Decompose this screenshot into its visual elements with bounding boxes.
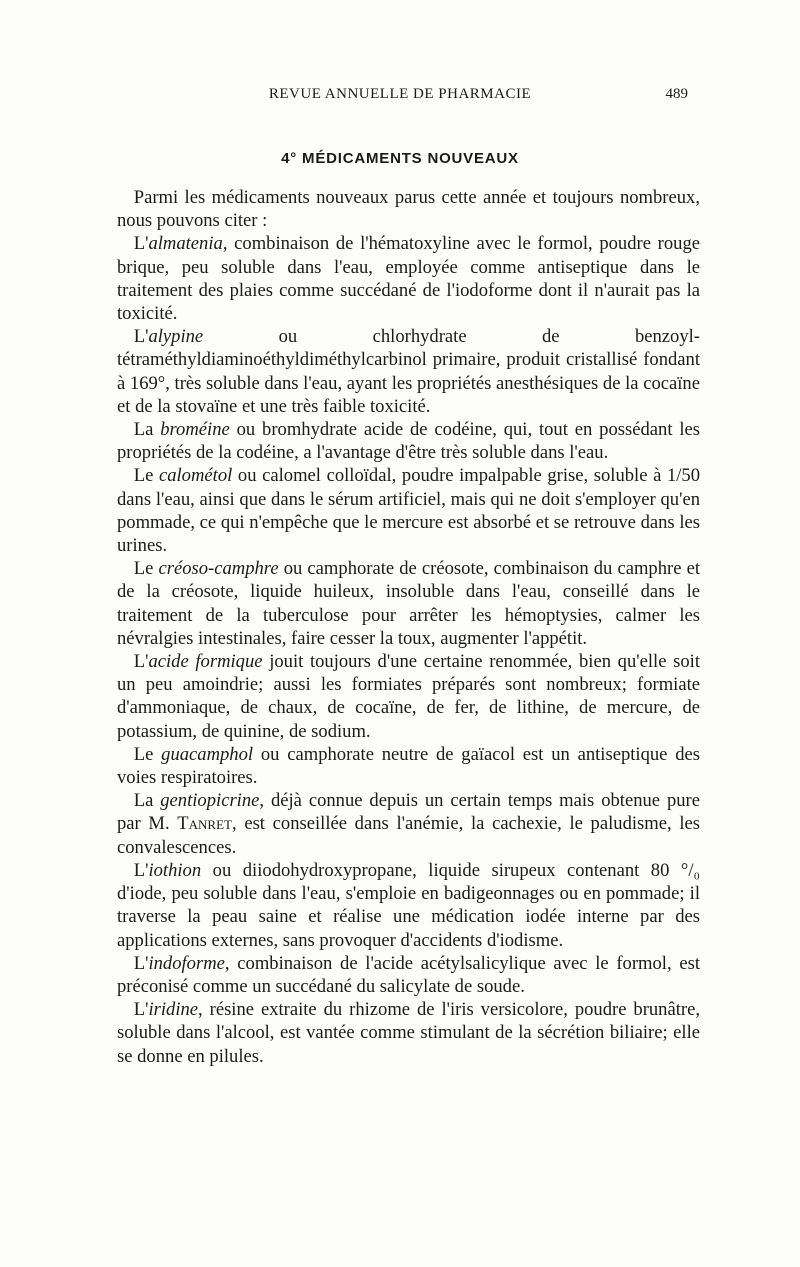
paragraph-guacamphol — [117, 743, 700, 789]
paragraph-text: , déjà connue depuis un certain temps mais obtenue pure par M. — [117, 790, 700, 835]
paragraph-text: , est conseillée dans l'anémie, la cachexie, le paludisme, les convalescences. — [117, 813, 700, 858]
paragraph-text: ou camphorate de créosote, combinaison du camphre et de la créosote, liquide huileux, insoluble dans l'eau, conseillé dans le traitement de la tuberculose pour arrêter les hémoptysies, calmer les névralgies intestinales, faire cesser la toux, augmenter l'appétit. — [117, 558, 700, 649]
article: L' — [133, 326, 149, 348]
paragraph-text: , combinaison de l'hématoxyline avec le formol, poudre rouge brique, peu soluble dans l'eau, employée comme antiseptique dans le traitement des plaies comme succédané de l'iodoforme dont il n'aurait pas la toxicité. — [117, 233, 700, 325]
page-number: 489 — [665, 86, 688, 102]
body-text — [117, 186, 700, 1068]
paragraph-alypine — [117, 325, 700, 418]
article: L' — [133, 233, 149, 255]
paragraph-almatenia — [117, 232, 700, 325]
drug-name: créoso-camphre — [158, 558, 279, 580]
paragraph-intro — [117, 186, 700, 232]
article: L' — [133, 651, 149, 673]
paragraph-iothion — [117, 859, 700, 952]
drug-name: guacamphol — [161, 743, 254, 765]
drug-name: alypine — [148, 326, 204, 348]
article: Le — [133, 743, 162, 765]
author-name: Tanret — [177, 813, 232, 835]
paragraph-text: jouit toujours d'une certaine renommée, bien qu'elle soit un peu amoindrie; aussi les formiates préparés sont nombreux; formiate d'ammoniaque, de chaux, de cocaïne, de fer, de lithine, de mercure, de potassium, de quinine, de sodium. — [117, 651, 700, 742]
paragraph-text: , combinaison de l'acide acétylsalicylique avec le formol, est préconisé comme un succédané du salicylate de soude. — [117, 952, 700, 997]
paragraph-text: , résine extraite du rhizome de l'iris versicolore, poudre brunâtre, soluble dans l'alcool, est vantée comme stimulant de la sécrétion biliaire; elle se donne en pilules. — [117, 999, 700, 1067]
article: L' — [133, 952, 149, 974]
article: La — [133, 419, 161, 441]
drug-name: indoforme — [148, 952, 225, 974]
drug-name: iridine — [148, 999, 199, 1021]
paragraph-calometol — [117, 464, 700, 557]
paragraph-text: ou camphorate neutre de gaïacol est un antiseptique des voies respiratoires. — [117, 743, 700, 789]
drug-name: iothion — [148, 859, 202, 881]
paragraph-indoforme — [117, 952, 700, 998]
paragraph-text: ou calomel colloïdal, poudre impalpable grise, soluble à 1/50 dans l'eau, ainsi que dans le sérum artificiel, mais qui ne doit s'employer qu'en pommade, ce qui n'empêche que le mercure est absorbé et se retrouve dans les urines. — [117, 465, 701, 557]
paragraph-bromeine — [117, 418, 700, 464]
paragraph-gentiopicrine — [117, 789, 700, 859]
article: L' — [133, 999, 149, 1021]
paragraph-text: ou bromhydrate acide de codéine, qui, tout en possédant les propriétés de la codéine, a l'avantage d'être très soluble dans l'eau. — [117, 419, 700, 464]
drug-name: acide formique — [148, 651, 263, 673]
drug-name: broméine — [160, 419, 230, 441]
section-heading: 4° MÉDICAMENTS NOUVEAUX — [281, 150, 519, 168]
running-head — [0, 86, 800, 108]
paragraph-iridine — [117, 998, 700, 1068]
drug-name: calométol — [158, 465, 233, 487]
paragraph-acide-formique — [117, 650, 700, 743]
running-title: REVUE ANNUELLE DE PHARMACIE — [268, 86, 532, 102]
article: Le — [133, 558, 159, 580]
paragraph-text: Parmi les médicaments nouveaux parus cette année et toujours nombreux, nous pouvons citer : — [117, 187, 700, 232]
drug-name: gentiopicrine — [160, 790, 260, 812]
article: La — [133, 790, 161, 812]
article: L' — [133, 859, 149, 881]
article: Le — [133, 465, 159, 487]
drug-name: almatenia — [148, 233, 223, 255]
paragraph-text: ou diiodohydroxypropane, liquide sirupeux contenant 80 °/₀ d'iode, peu soluble dans l'eau, s'emploie en badigeonnages ou en pommade; il traverse la peau saine et réalise une médication iodée interne par des applications externes, sans provoquer d'accidents d'iodisme. — [117, 859, 700, 951]
paragraph-creoso-camphre — [117, 557, 700, 650]
paragraph-text: ou chlorhydrate de benzoyl-tétraméthyldiaminoéthyldiméthylcarbinol primaire, produit cristallisé fondant à 169°, très soluble dans l'eau, ayant les propriétés anesthésiques de la cocaïne et de la stovaïne et une très faible toxicité. — [117, 326, 700, 417]
